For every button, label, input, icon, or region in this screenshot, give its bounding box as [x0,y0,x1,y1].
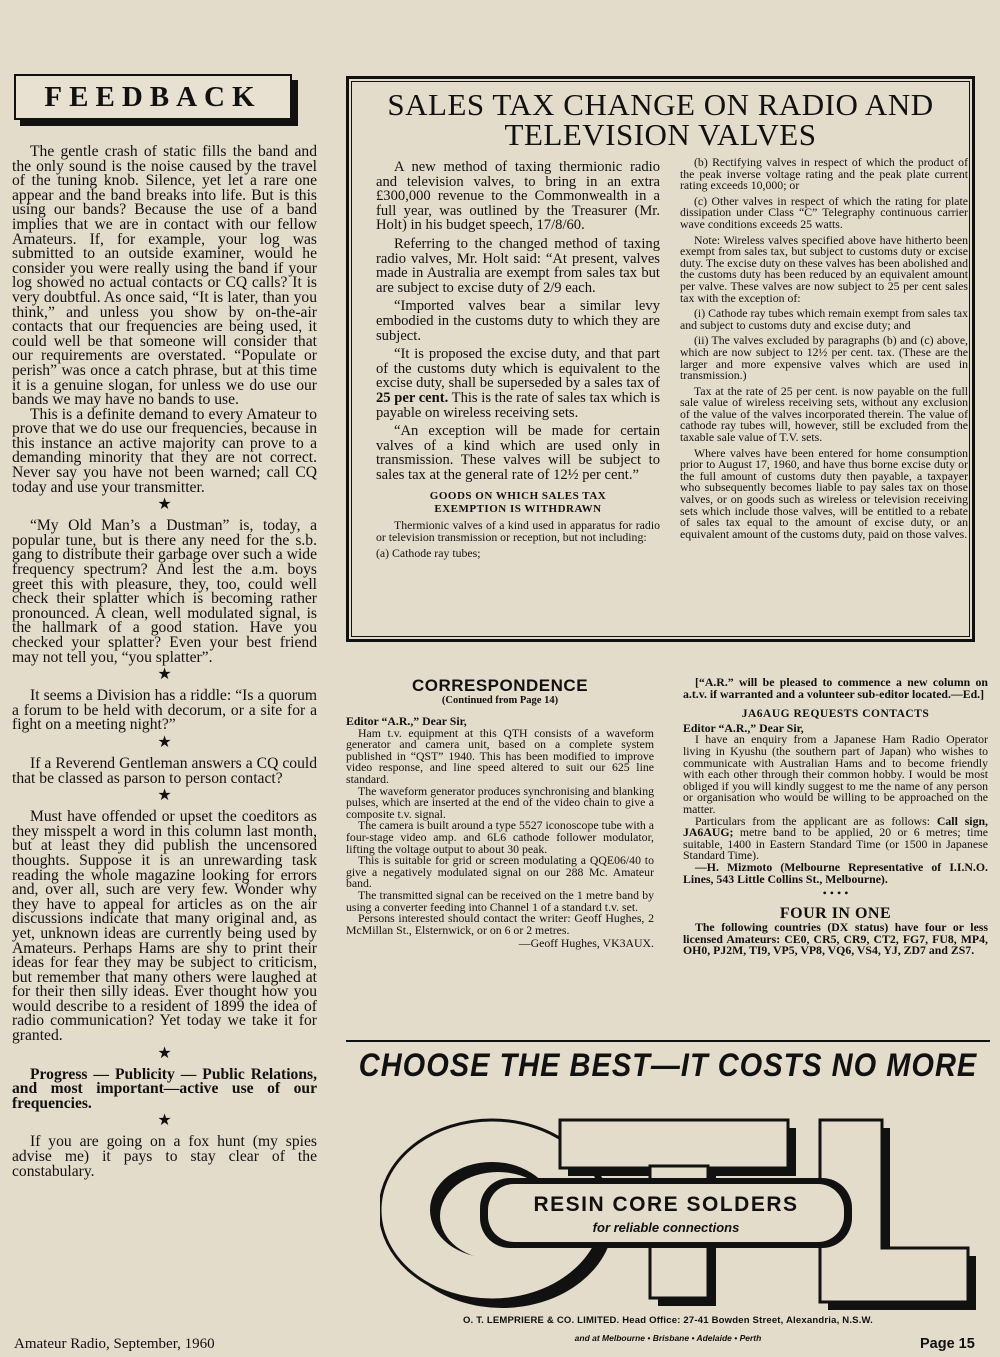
feedback-paragraph: If you are going on a fox hunt (my spies advise me) it pays to stay clear of the constabulary. [12,1133,317,1180]
sales-tax-paragraph-small: (ii) The valves excluded by paragraphs (b) and (c) above, which are now subject to 12½ per cent. tax. (These are the larger and more expensive valves which are used in transmission.) [680,333,968,383]
sales-tax-subheading-line-2: EXEMPTION IS WITHDRAWN [434,503,602,516]
four-in-one-paragraph: The following countries (DX status) have four or less licensed Amateurs: CE0, CR5, CR9, CT2, FG7, FU8, MP4, OH0, PJ2M, TI9, VP5, VP8, VQ6, VS4, YJ, ZD7 and ZS7. [683,920,988,958]
sales-tax-paragraph: Referring to the changed method of taxing radio valves, Mr. Holt said: “At present, valves made in Australia are exempt from sales tax but are subject to excise duty of 2/9 each. [376,235,660,296]
star-divider-icon: ★ [157,496,172,514]
sales-tax-paragraph-small: (b) Rectifying valves in respect of which the product of the peak inverse voltage rating and the peak plate current rating exceeds 10,000; or [680,155,968,193]
banner-subtitle: for reliable connections [592,1220,740,1235]
sales-tax-left-column [376,160,660,563]
star-divider-icon: ★ [157,1112,172,1130]
sales-tax-paragraph-small: (a) Cathode ray tubes; [376,545,481,560]
letter-salutation: Editor “A.R.,” Dear Sir, [683,720,804,735]
sales-tax-paragraph: A new method of taxing thermionic radio and television valves, to bring in an extra £300,000 revenue to the Commonwealth in a full year, was outlined by the Treasurer (Mr. Holt) in his budget speech, 17/8/60. [376,159,660,234]
sales-tax-paragraph [376,347,660,420]
feedback-body [12,145,317,1179]
letter-salutation: Editor “A.R.,” Dear Sir, [346,714,467,728]
sales-tax-subheading [376,490,660,516]
sales-tax-inner-border [351,81,970,637]
correspondence-heading: CORRESPONDENCE [411,676,589,695]
letter-paragraph: The waveform generator produces synchronising and blanking pulses, which are inserted at the end of the video chain to give a composite t.v. signal. [346,783,654,821]
footer-page-number: Page 15 [920,1336,975,1352]
letter-paragraph: The camera is built around a type 5527 iconoscope tube with a four-stage video amp. and 6L6 cathode follower modulator, lifting the voltage output to about 30 peak. [346,818,654,856]
text-run: metre band to be applied, 20 or 6 metres; time suitable, 1400 in Eastern Standard Time (or 1500 in Japanese Standard Time). [683,825,988,863]
star-divider-icon: ★ [157,666,172,684]
feedback-paragraph: It seems a Division has a riddle: “Is a quorum a forum to be held with decorum, or a site for a fight on a meeting night?” [12,687,317,734]
advert-branches-line: and at Melbourne • Brisbane • Adelaide • Perth [574,1333,762,1343]
letter-paragraph: Persons interested should contact the writer: Geoff Hughes, 2 McMillan St., Elsternwick, or on 6 or 2 metres. [346,911,654,937]
sales-tax-title-line-1: SALES TAX CHANGE ON RADIO AND [387,87,934,122]
footer-publication: Amateur Radio, September, 1960 [14,1336,215,1352]
feedback-heading: FEEDBACK [14,74,292,120]
continued-note: (Continued from Page 14) [441,695,559,706]
letter-paragraph [683,813,988,863]
sales-tax-paragraph: “An exception will be made for certain valves of a kind which are used only in transmission. These valves will be subject to sales tax at the general rate of 12½ per cent.” [376,423,660,483]
sales-tax-paragraph: “Imported valves bear a similar levy embodied in the customs duty to which they are subject. [376,298,660,344]
advert-tagline: CHOOSE THE BEST—IT COSTS NO MORE [358,1048,978,1084]
letter-signature: —Geoff Hughes, VK3AUX. [518,936,654,951]
editor-note: [“A.R.” will be pleased to commence a new column on a.t.v. if warranted and a volunteer sub-editor located.—Ed.] [683,675,988,701]
sales-tax-paragraph-small: Tax at the rate of 25 per cent. is now payable on the full sale value of wireless receiving sets, without any exclusion of the value of the valves incorporated therein. The value of cathode ray tubes will, however, still be excluded from the taxable sale value of T.V. sets. [680,383,968,445]
banner-title: RESIN CORE SOLDERS [533,1193,799,1216]
feedback-paragraph: This is a definite demand to every Amateur to prove that we do use our frequencies, because in this instance an active majority can prove to a demanding minority that they are not correct. Never say you have not been warned; call CQ today and use your transmitter. [12,405,317,496]
sales-tax-paragraph-small: (c) Other valves in respect of which the rating for plate dissipation under Class “C” Telegraphy continuous carrier wave conditions exceeds 25 watts. [680,193,968,231]
text-run: “It is proposed the excise duty, and that part of the customs duty which is equivalent to the excise duty, shall be superseded by a sales tax of [376,346,660,392]
letter-paragraph: The transmitted signal can be received on the 1 metre band by using a converter feeding into Channel 1 of a standard t.v. set. [346,887,654,914]
correspondence-column [346,677,654,950]
letter-paragraph: Ham t.v. equipment at this QTH consists of a waveform generator and camera unit, based on a complete system published in “QST” 1940. This has been modified to improve video response, and line speed altered to suit our 625 line standard. [346,725,654,786]
advert-top-rule [346,1040,990,1042]
star-divider-icon: ★ [157,733,172,751]
sales-tax-paragraph-small: Thermionic valves of a kind used in apparatus for radio or television transmission or reception, but not including: [376,518,660,545]
letter-paragraph: This is suitable for grid or screen modulating a QQE06/40 to give a negatively modulated signal on our 288 Mc. Amateur band. [346,853,654,891]
text-run: Particulars from the applicant are as follows: [695,813,937,828]
logo-banner [480,1178,852,1248]
letter-paragraph: I have an enquiry from a Japanese Ham Radio Operator living in Kyushu (the southern part of Japan) who wishes to communicate with Australian Hams and to become friendly with each other through their common hobby. I would be most obliged if you will kindly suggest to me the name of any person or organisation who would be willing to be approached on the matter. [683,732,988,816]
sales-tax-title [352,87,969,152]
sales-tax-right-column [680,157,968,544]
feedback-paragraph: “My Old Man’s a Dustman” is, today, a popular tune, but is there any need for the s.b. gang to distribute their garbage over such a wide frequency spectrum? And lest the a.m. boys greet this with pleasure, they, too, could well check their splatter which is becoming rather pronounced. A clean, well modulated signal, is the hallmark of a good station. Have you checked your splatter? Even your best friend may not tell you, “you splatter”. [12,517,317,666]
feedback-paragraph: If a Reverend Gentleman answers a CQ could that be classed as parson to person contact? [12,754,317,787]
sales-tax-subheading-line-1: GOODS ON WHICH SALES TAX [429,490,607,503]
star-divider-icon: ★ [157,787,172,805]
letter-signature: —H. Mizmoto (Melbourne Representative of I.I.N.O. Lines, 543 Little Collins St., Melbourne). [683,859,988,886]
section-divider-dots: • • • • [822,886,849,901]
text-run-bold: 25 per cent. [376,389,449,406]
text-run-bold: Call sign, JA6AUG; [683,813,988,840]
feedback-paragraph: The gentle crash of static fills the band and the only sound is the noise caused by the travel of the tuning knob. Silence, yet let a rare one appear and the band breaks into life. But is this using our bands? Because the use of a band implies that we are in contact with our fellow Amateurs. If, for example, your log was submitted to an outside examiner, would he consider you were really using the band if your log showed no actual contacts or CQ calls? It is very doubtful. As once said, “It is later, than you think,” and unless you show by on-the-air contacts that our frequencies are being used, it could well be that someone will consider that our requirements are overstated. “Populate or perish” was once a catch phrase, but at this time it is a genuine slogan, for unless we do use our bands we may have no bands to use. [12,143,317,409]
feedback-column [12,74,317,1179]
sales-tax-article [346,76,975,642]
sales-tax-paragraph-small: (i) Cathode ray tubes which remain exempt from sales tax and subject to customs duty and excise duty; and [680,306,968,332]
sales-tax-paragraph-small: Where valves have been entered for home consumption prior to August 17, 1960, and have thus borne excise duty or the full amount of customs duty then payable, a taxpayer who subsequently becomes liable to pay sales tax on those valves, or on goods such as wireless or television receiving sets which include those valves, will be entitled to a rebate of sales tax equal to the amount of excise duty, or an equivalent amount of the customs duty, paid on those valves. [680,445,968,541]
star-divider-icon: ★ [157,1044,172,1062]
four-in-one-heading: FOUR IN ONE [779,905,892,923]
sales-tax-title-line-2: TELEVISION VALVES [504,117,817,152]
otl-logo [380,1100,980,1320]
correspondence-right-column [683,677,988,957]
feedback-paragraph: Must have offended or upset the coeditors as they misspelt a word in this column last month, but at least they did publish the uncensored thoughts. Suppose it is an unrewarding task reading the whole magazine looking for errors and, over all, such are very few. Wonder why they have to appeal for articles as on the air discussions indicate that many original and, as yet, unknown ideas are currently being used by Amateurs. Perhaps Hams are shy to print their ideas for fear they may be subject to criticism, but remember that many others were laughed at for their then silly ideas. Ever thought how you would describe to a resident of 1899 the idea of radio communication? Yet today we take it for granted. [12,808,317,1045]
text-run: This is the rate of sales tax which is payable on wireless receiving sets. [376,389,660,421]
ja6aug-heading: JA6AUG REQUESTS CONTACTS [741,708,930,721]
advert-company-line: O. T. LEMPRIERE & CO. LIMITED. Head Office: 27-41 Bowden Street, Alexandria, N.S.W. [462,1315,874,1326]
feedback-paragraph-bold: Progress — Publicity — Public Relations, and most important—active use of our frequencies. [12,1065,317,1112]
sales-tax-paragraph-small: Note: Wireless valves specified above have hitherto been exempt from sales tax, but subject to customs duty or excise duty. The excise duty on these valves has been abolished and the customs duty has been reduced by an equivalent amount per valve. These valves are now subject to 25 per cent sales tax with the exception of: [680,232,968,305]
